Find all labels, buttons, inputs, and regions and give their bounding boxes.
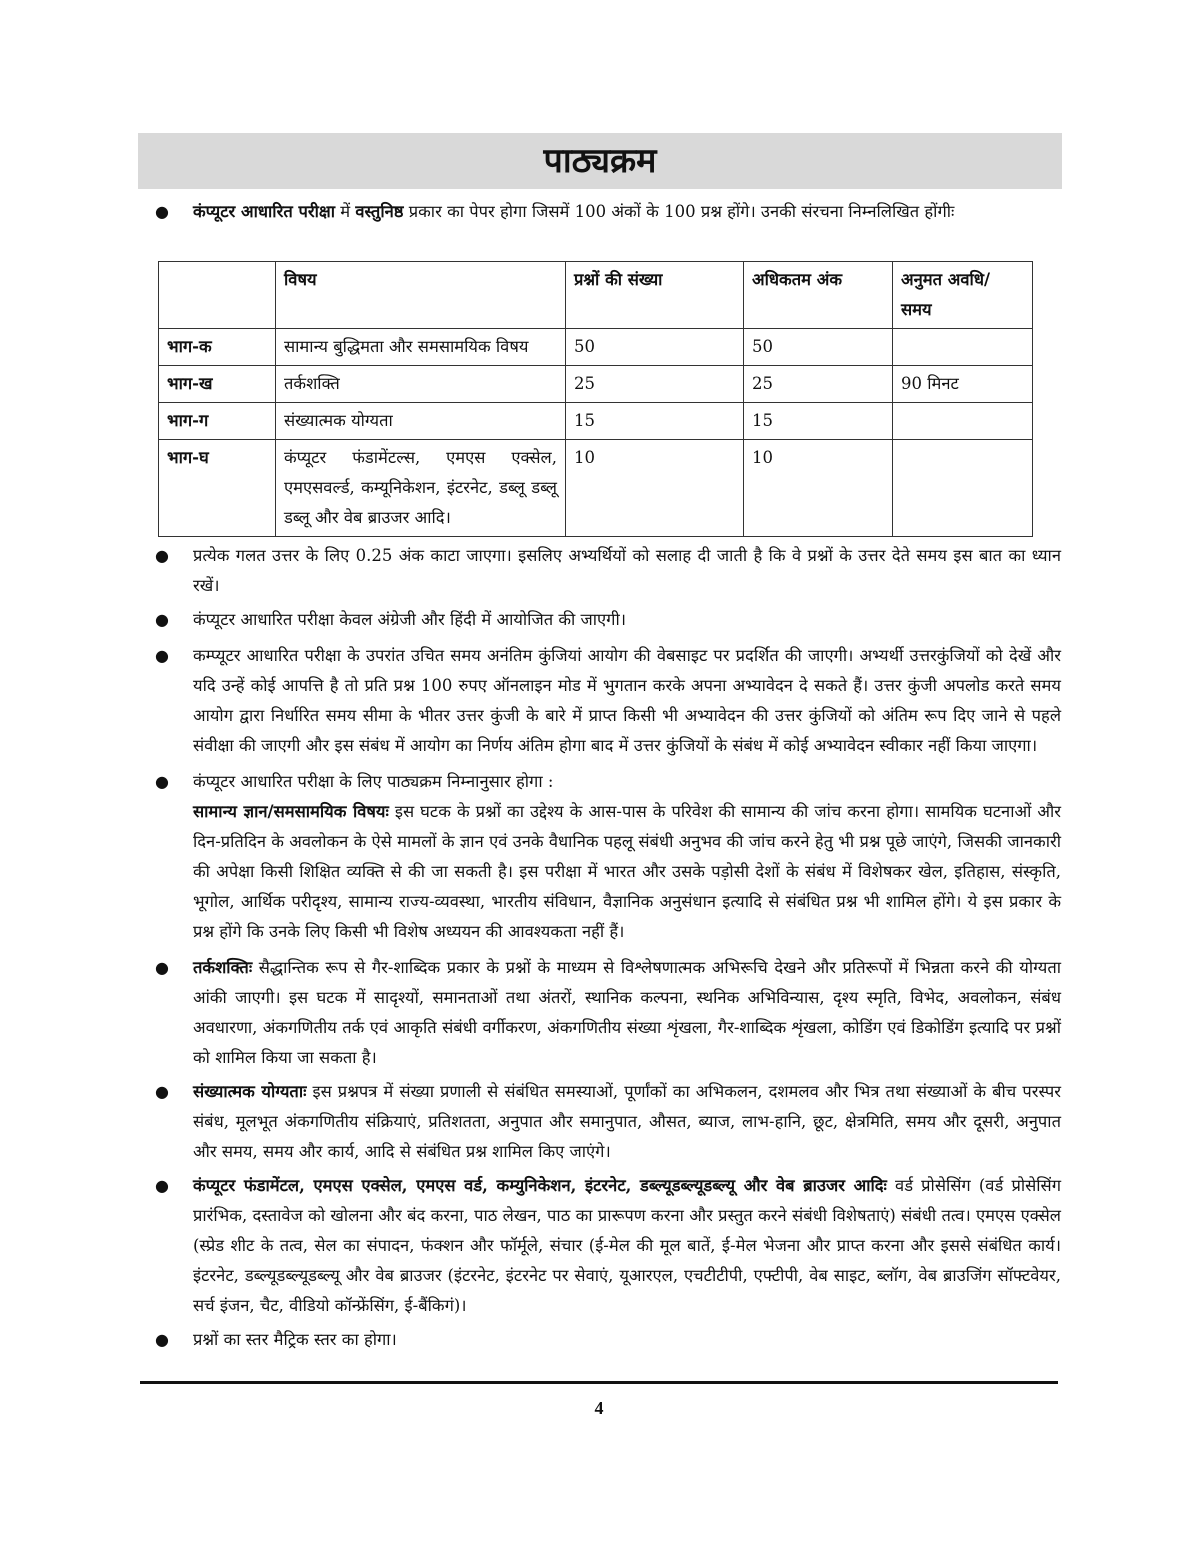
footer: [140, 1381, 1058, 1420]
quant-text: इस प्रश्नपत्र में संख्या प्रणाली से संबंधित समस्याओं, पूर्णांकों का अभिकलन, दशमलव और भित्र तथा संख्याओं के बीच परस्पर संबंध, मूलभूत अंकगणितीय संक्रियाएं, प्रतिशतता, अनुपात और समानुपात, औसत, ब्याज, लाभ-हानि, छूट, क्षेत्रमिति, समय और दूसरी, अनुपात और समय, समय और कार्य, आदि से संबंधित प्रश्न शामिल किए जाएंगे।: [193, 1082, 1061, 1161]
answer-keys-text: कम्प्यूटर आधारित परीक्षा के उपरांत उचित समय अनंतिम कुंजियां आयोग की वेबसाइट पर प्रदर्शित की जाएगी। अभ्यर्थी उत्तरकुंजियों को देखें और यदि उन्हें कोई आपत्ति है तो प्रति प्रश्न 100 रुपए ऑनलाइन मोड में भुगतान करके अपना अभ्यावेदन दे सकते हैं। उत्तर कुंजी अपलोड करते समय आयोग द्वारा निर्धारित समय सीमा के भीतर उत्तर कुंजी के बारे में प्राप्त किसी भी अभ्यावेदन की उत्तर कुंजियों को अंतिम रूप दिए जाने से पहले संवीक्षा की जाएगी और इस संबंध में आयोग का निर्णय अंतिम होगा बाद में उत्तर कुंजियों के संबंध में कोई अभ्यावेदन स्वीकार नहीं किया जाएगा।: [193, 646, 1061, 755]
bullet-icon: ●: [155, 610, 169, 629]
level-text: प्रश्नों का स्तर मैट्रिक स्तर का होगा।: [193, 1330, 397, 1349]
computer-item: [155, 1171, 1061, 1321]
section-cell: भाग-घ: [159, 440, 276, 537]
table-row: [159, 440, 1033, 537]
table-header-row: [159, 262, 1033, 329]
marks-cell: 10: [744, 440, 893, 537]
subject-cell: कंप्यूटर फंडामेंटल्स, एमएस एक्सेल, एमएसवर्ल्ड, कम्यूनिकेशन, इंटरनेट, डब्लू डब्लू डब्लू और वेब ब्राउजर आदि।: [276, 440, 566, 537]
language-item: [155, 605, 1061, 635]
negative-marking-item: [155, 541, 1061, 601]
computer-text: वर्ड प्रोसेसिंग (वर्ड प्रोसेसिंग प्रारंभिक, दस्तावेज को खोलना और बंद करना, पाठ लेखन, पाठ का प्रारूपण करना और प्रस्तुत करने संबंधी विशेषताएं) संबंधी तत्व। एमएस एक्सेल (स्प्रेड शीट के तत्व, सेल का संपादन, फंक्शन और फॉर्मूले, संचार (ई-मेल की मूल बातें, ई-मेल भेजना और प्राप्त करना और इससे संबंधित कार्य। इंटरनेट, डब्ल्यूडब्ल्यूडब्ल्यू और वेब ब्राउजर (इंटरनेट, इंटरनेट पर सेवाएं, यूआरएल, एचटीटीपी, एफ्टीपी, वेब साइट, ब्लॉग, वेब ब्राउजिंग सॉफ्टवेयर, सर्च इंजन, चैट, वीडियो कॉन्फ्रेंसिंग, ई-बैंकिगं)।: [193, 1176, 1061, 1315]
intro-text-2: प्रकार का पेपर होगा जिसमें 100 अंकों के 100 प्रश्न होंगे। उनकी संरचना निम्नलिखित होंगीः: [403, 202, 955, 221]
bullet-icon: ●: [155, 1176, 169, 1195]
language-text: कंप्यूटर आधारित परीक्षा केवल अंग्रेजी और हिंदी में आयोजित की जाएगी।: [193, 610, 626, 629]
title-banner: [138, 133, 1062, 189]
questions-cell: 10: [566, 440, 744, 537]
page-number: 4: [594, 1398, 604, 1418]
questions-cell: 25: [566, 366, 744, 403]
marks-cell: 50: [744, 329, 893, 366]
bullet-icon: ●: [155, 202, 169, 221]
table-row: [159, 403, 1033, 440]
marks-cell: 15: [744, 403, 893, 440]
duration-cell: 90 मिनट: [893, 366, 1033, 403]
questions-cell: 15: [566, 403, 744, 440]
bullet-icon: ●: [155, 646, 169, 665]
intro-text-1: में: [334, 202, 356, 221]
section-cell: भाग-क: [159, 329, 276, 366]
reasoning-item: [155, 953, 1061, 1073]
bullet-icon: ●: [155, 546, 169, 565]
header-cell: विषय: [276, 262, 566, 329]
table-row: [159, 366, 1033, 403]
bullet-icon: ●: [155, 772, 169, 791]
subject-cell: तर्कशक्ति: [276, 366, 566, 403]
section-cell: भाग-ख: [159, 366, 276, 403]
subject-cell: सामान्य बुद्धिमता और समसामयिक विषय: [276, 329, 566, 366]
header-cell: अनुमत अवधि/ समय: [893, 262, 1033, 329]
negative-marking-text: प्रत्येक गलत उत्तर के लिए 0.25 अंक काटा जाएगा। इसलिए अभ्यर्थियों को सलाह दी जाती है कि वे प्रश्नों के उत्तर देते समय इस बात का ध्यान रखें।: [193, 546, 1061, 595]
level-item: [155, 1325, 1061, 1355]
reasoning-label: तर्कशक्तिः: [193, 958, 253, 977]
intro-bold-2: वस्तुनिष्ठ: [355, 202, 404, 221]
syllabus-intro-text: कंप्यूटर आधारित परीक्षा के लिए पाठ्यक्रम निम्नानुसार होगा :: [193, 772, 554, 791]
table-row: [159, 329, 1033, 366]
page-title: पाठ्यक्रम: [543, 140, 657, 181]
answer-keys-item: [155, 641, 1061, 761]
section-cell: भाग-ग: [159, 403, 276, 440]
bullet-icon: ●: [155, 958, 169, 977]
gk-paragraph: [193, 797, 1061, 947]
quant-item: [155, 1077, 1061, 1167]
intro-paragraph: [155, 197, 1061, 227]
quant-label: संख्यात्मक योग्यताः: [193, 1082, 307, 1101]
header-cell: [159, 262, 276, 329]
reasoning-text: सैद्धान्तिक रूप से गैर-शाब्दिक प्रकार के प्रश्नों के माध्यम से विश्लेषणात्मक अभिरूचि देखने और प्रतिरूपों में भिन्नता करने की योग्यता आंकी जाएगी। इस घटक में सादृश्यों, समानताओं तथा अंतरों, स्थानिक कल्पना, स्थनिक अभिविन्यास, दृश्य स्मृति, विभेद, अवलोकन, संबंध अवधारणा, अंकगणितीय तर्क एवं आकृति संबंधी वर्गीकरण, अंकगणितीय संख्या शृंखला, गैर-शाब्दिक शृंखला, कोडिंग एवं डिकोडिंग इत्यादि पर प्रश्नों को शामिल किया जा सकता है।: [193, 958, 1061, 1067]
subject-cell: संख्यात्मक योग्यता: [276, 403, 566, 440]
questions-cell: 50: [566, 329, 744, 366]
duration-cell: [893, 403, 1033, 440]
gk-text: इस घटक के प्रश्नों का उद्देश्य के आस-पास के परिवेश की सामान्य की जांच करना होगा। सामयिक घटनाओं और दिन-प्रतिदिन के अवलोकन के ऐसे मामलों के ज्ञान एवं उनके वैधानिक पहलू संबंधी अनुभव की जांच करने हेतु भी प्रश्न पूछे जाएंगे, जिसकी जानकारी की अपेक्षा किसी शिक्षित व्यक्ति से की जा सकती है। इस परीक्षा में भारत और उसके पड़ोसी देशों के संबंध में विशेषकर खेल, इतिहास, संस्कृति, भूगोल, आर्थिक परीदृश्य, सामान्य राज्य-व्यवस्था, भारतीय संविधान, वैज्ञानिक अनुसंधान इत्यादि से संबंधित प्रश्न भी शामिल होंगे। ये इस प्रकार के प्रश्न होंगे कि उनके लिए किसी भी विशेष अध्ययन की आवश्यकता नहीं हैं।: [193, 802, 1062, 941]
marks-cell: 25: [744, 366, 893, 403]
duration-cell: [893, 329, 1033, 366]
syllabus-item: [155, 767, 1062, 947]
computer-label: कंप्यूटर फंडामेंटल, एमएस एक्सेल, एमएस वर्ड, कम्युनिकेशन, इंटरनेट, डब्ल्यूडब्ल्यूडब्ल्यू और वेब ब्राउजर आदिः: [193, 1176, 887, 1195]
header-cell: प्रश्नों की संख्या: [566, 262, 744, 329]
bullet-icon: ●: [155, 1082, 169, 1101]
footer-divider: [140, 1381, 1058, 1384]
header-cell: अधिकतम अंक: [744, 262, 893, 329]
duration-cell: [893, 440, 1033, 537]
exam-structure-table: [158, 261, 1033, 537]
intro-bold-1: कंप्यूटर आधारित परीक्षा: [193, 202, 335, 221]
gk-label: सामान्य ज्ञान/समसामयिक विषयः: [193, 802, 389, 821]
bullet-icon: ●: [155, 1330, 169, 1349]
table-wrapper: [158, 261, 1032, 537]
